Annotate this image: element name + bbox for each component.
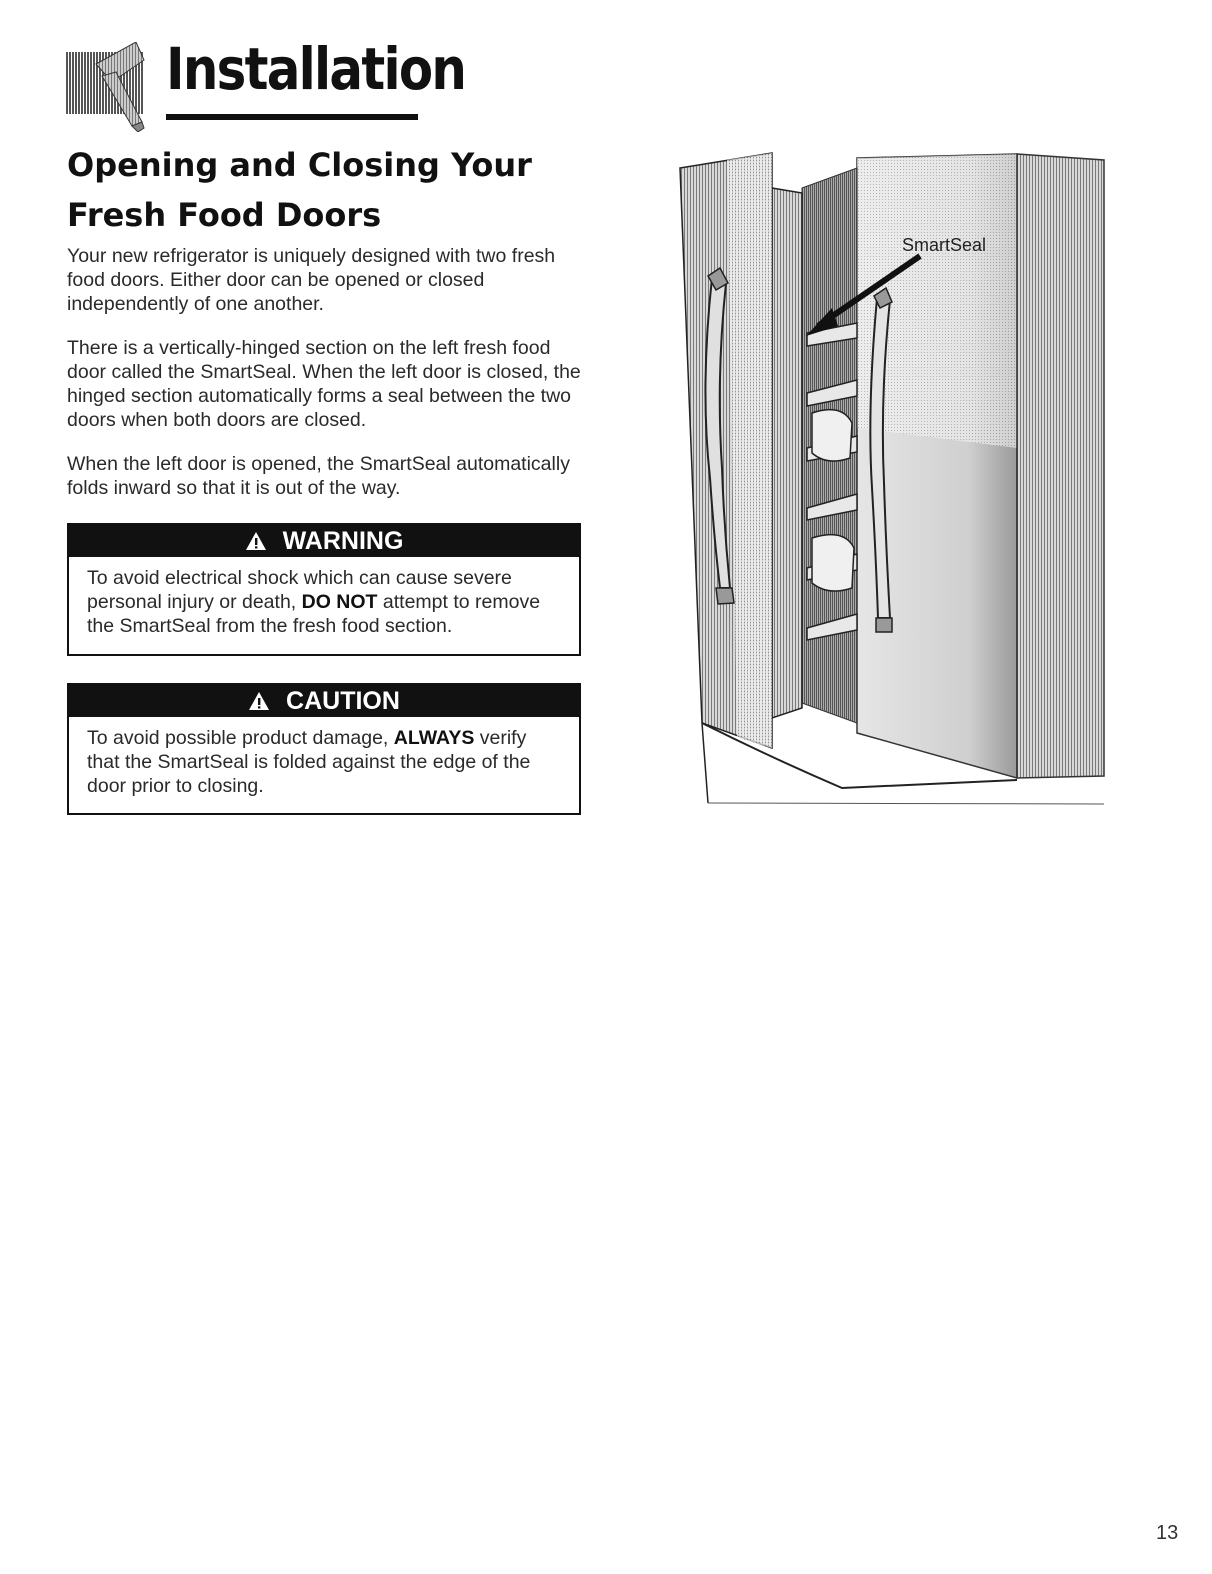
wrench-icon xyxy=(66,42,146,132)
warning-text-end: attempt to remove the SmartSeal from the fresh food section. xyxy=(87,591,541,637)
caution-box xyxy=(67,683,581,815)
caution-text xyxy=(69,717,579,808)
caution-heading: CAUTION xyxy=(286,687,400,715)
refrigerator-illustration xyxy=(672,148,1106,808)
page-title: Installation xyxy=(166,35,466,103)
paragraph: There is a vertically-hinged section on the left fresh food door called the SmartSeal. When the left door is closed, the hinged section automatically forms a seal between the two doors when both doors are closed. xyxy=(67,337,581,431)
warning-heading: WARNING xyxy=(282,527,404,555)
section-title xyxy=(67,140,627,240)
warning-box xyxy=(67,523,581,656)
warning-triangle-icon xyxy=(248,691,270,711)
caution-header xyxy=(69,685,579,717)
title-underline xyxy=(166,114,418,120)
page-number: 13 xyxy=(1156,1522,1179,1544)
paragraph: When the left door is opened, the SmartSeal automatically folds inward so that it is out of the way. xyxy=(67,453,570,499)
caution-text-end: verify that the SmartSeal is folded against the edge of the door prior to closing. xyxy=(87,727,531,797)
paragraph: Your new refrigerator is uniquely designed with two fresh food doors. Either door can be opened or closed independently of one another. xyxy=(67,245,556,315)
warning-triangle-icon xyxy=(245,531,267,551)
caution-emphasis: ALWAYS xyxy=(393,727,475,749)
caution-text-start: To avoid possible product damage, xyxy=(87,727,394,749)
smartseal-callout-label: SmartSeal xyxy=(902,235,987,255)
section-title-line-1: Opening and Closing Your xyxy=(67,146,532,184)
warning-text xyxy=(69,557,579,648)
section-title-line-2: Fresh Food Doors xyxy=(67,196,382,234)
warning-text-start: To avoid electrical shock which can cause severe personal injury or death, xyxy=(87,567,512,613)
warning-header xyxy=(69,525,579,557)
warning-emphasis: DO NOT xyxy=(301,591,378,613)
